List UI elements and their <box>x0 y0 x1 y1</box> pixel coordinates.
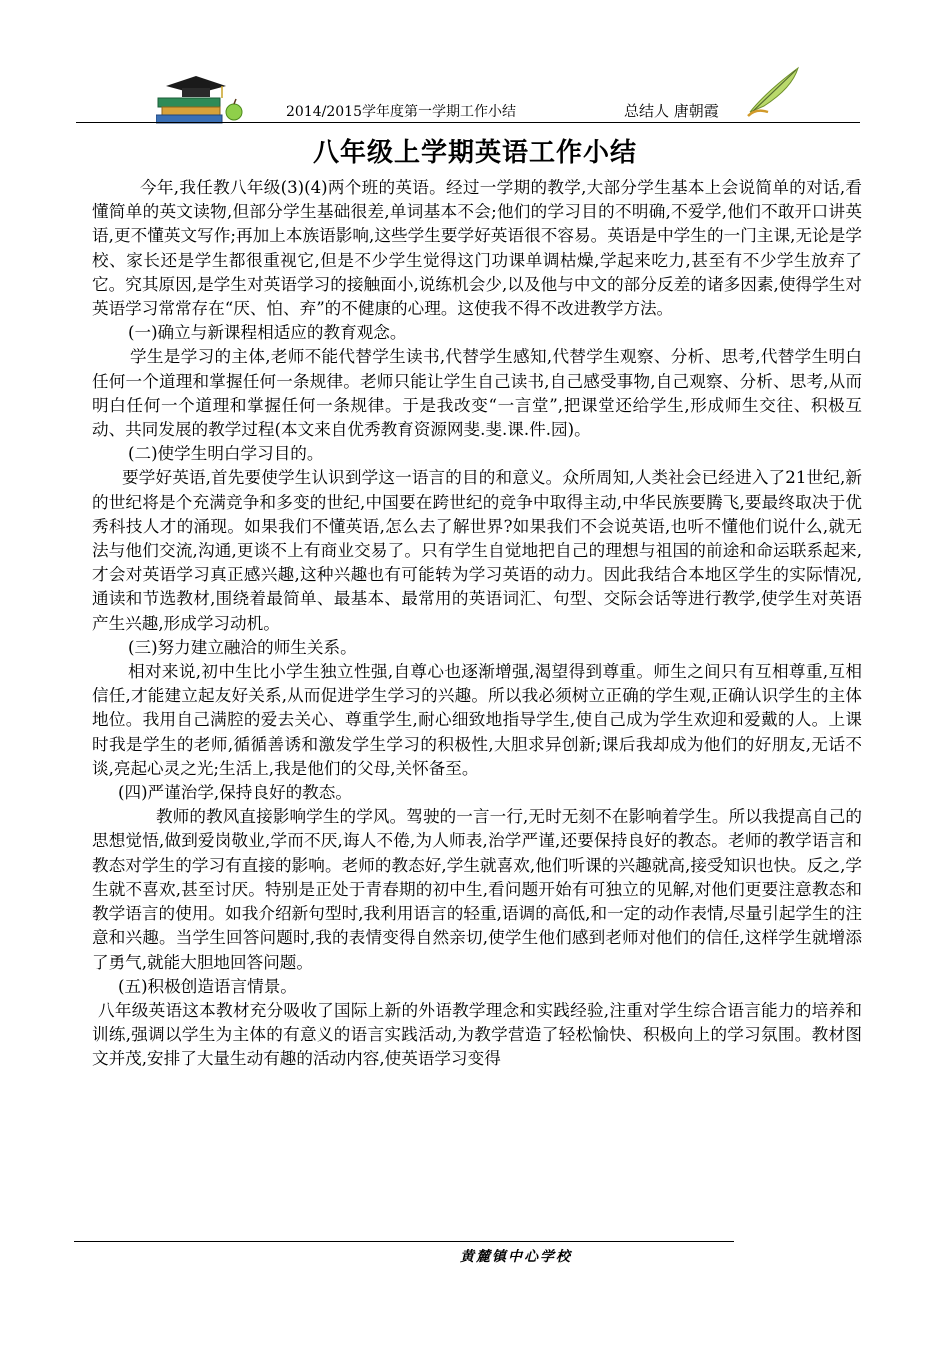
paragraph-5: 八年级英语这本教材充分吸收了国际上新的外语教学理念和实践经验,注重对学生综合语言能力的培养和训练,强调以学生为主体的有意义的语言实践活动,为教学营造了轻松愉快、积极向上的学习氛围。教材图文并茂,安排了大量生动有趣的活动内容,使英语学习变得 <box>92 1000 862 1069</box>
header-divider <box>76 122 860 123</box>
paragraph-2: 要学好英语,首先要使学生认识到学这一语言的目的和意义。众所周知,人类社会已经进入了21世纪,新的世纪将是个充满竞争和多变的世纪,中国要在跨世纪的竞争中取得主动,中华民族要腾飞,要最终取决于优秀科技人才的涌现。如果我们不懂英语,怎么去了解世界?如果我们不会说英语,也听不懂他们说什么,就无法与他们交流,沟通,更谈不上有商业交易了。只有学生自觉地把自己的理想与祖国的前途和命运联系起来,才会对英语学习真正感兴趣,这种兴趣也有可能转为学习英语的动力。因此我结合本地区学生的实际情况,通读和节选教材,围绕着最简单、最基本、最常用的英语词汇、句型、交际会话等进行教学,使学生对英语产生兴趣,形成学习动机。 <box>92 468 862 633</box>
header-title: 2014/2015学年度第一学期工作小结 <box>286 104 516 120</box>
quill-pen-icon <box>746 62 808 118</box>
page-title: 八年级上学期英语工作小结 <box>312 138 637 168</box>
header-author: 总结人 唐朝霞 <box>624 102 719 120</box>
section-heading-2: (二)使学生明白学习目的。 <box>128 444 324 464</box>
footer-divider <box>74 1241 734 1242</box>
footer-school-name: 黄麓镇中心学校 <box>460 1249 572 1265</box>
books-graduation-cap-icon <box>156 68 246 124</box>
paragraph-4: 教师的教风直接影响学生的学风。驾驶的一言一行,无时无刻不在影响着学生。所以我提高自己的思想觉悟,做到爱岗敬业,学而不厌,诲人不倦,为人师表,治学严谨,还要保持良好的教态。老师的教学语言和教态对学生的学习有直接的影响。老师的教态好,学生就喜欢,他们听课的兴趣就高,接受知识也快。反之,学生就不喜欢,甚至讨厌。特别是正处于青春期的初中生,看问题开始有可独立的见解,对他们更要注意教态和教学语言的使用。如我介绍新句型时,我利用语言的轻重,语调的高低,和一定的动作表情,尽量引起学生的注意和兴趣。当学生回答问题时,我的表情变得自然亲切,使学生他们感到老师对他们的信任,这样学生就增添了勇气,就能大胆地回答问题。 <box>92 807 862 972</box>
section-heading-4: (四)严谨治学,保持良好的教态。 <box>118 783 352 803</box>
paragraph-1: 学生是学习的主体,老师不能代替学生读书,代替学生感知,代替学生观察、分析、思考,代替学生明白任何一个道理和掌握任何一条规律。老师只能让学生自己读书,自己感受事物,自己观察、分析、思考,从而明白任何一个道理和掌握任何一条规律。于是我改变“一言堂”,把课堂还给学生,形成师生交往、积极互动、共同发展的教学过程(本文来自优秀教育资源网斐.斐.课.件.园)。 <box>92 347 862 440</box>
section-heading-3: (三)努力建立融洽的师生关系。 <box>128 637 357 657</box>
document-body <box>92 176 862 1072</box>
section-heading-1: (一)确立与新课程相适应的教育观念。 <box>128 323 407 343</box>
paragraph-3: 相对来说,初中生比小学生独立性强,自尊心也逐渐增强,渴望得到尊重。师生之间只有互相尊重,互相信任,才能建立起友好关系,从而促进学生学习的兴趣。所以我必须树立正确的学生观,正确认识学生的主体地位。我用自己满腔的爱去关心、尊重学生,耐心细致地指导学生,使自己成为学生欢迎和爱戴的人。上课时我是学生的老师,循循善诱和激发学生学习的积极性,大胆求异创新;课后我却成为他们的好朋友,无话不谈,亮起心灵之光;生活上,我是他们的父母,关怀备至。 <box>92 662 862 778</box>
page-header <box>76 60 860 122</box>
section-heading-5: (五)积极创造语言情景。 <box>118 976 297 996</box>
paragraph-intro: 今年,我任教八年级(3)(4)两个班的英语。经过一学期的教学,大部分学生基本上会说简单的对话,看懂简单的英文读物,但部分学生基础很差,单词基本不会;他们的学习目的不明确,不爱学,他们不敢开口讲英语,更不懂英文写作;再加上本族语影响,这些学生要学好英语很不容易。英语是中学生的一门主课,无论是学校、家长还是学生都很重视它,但是不少学生觉得这门功课单调枯燥,学起来吃力,甚至有不少学生放弃了它。究其原因,是学生对英语学习的接触面小,说练机会少,以及他与中文的部分反差的诸多因素,使得学生对英语学习常常存在“厌、怕、弃”的不健康的心理。这使我不得不改进教学方法。 <box>92 178 862 319</box>
